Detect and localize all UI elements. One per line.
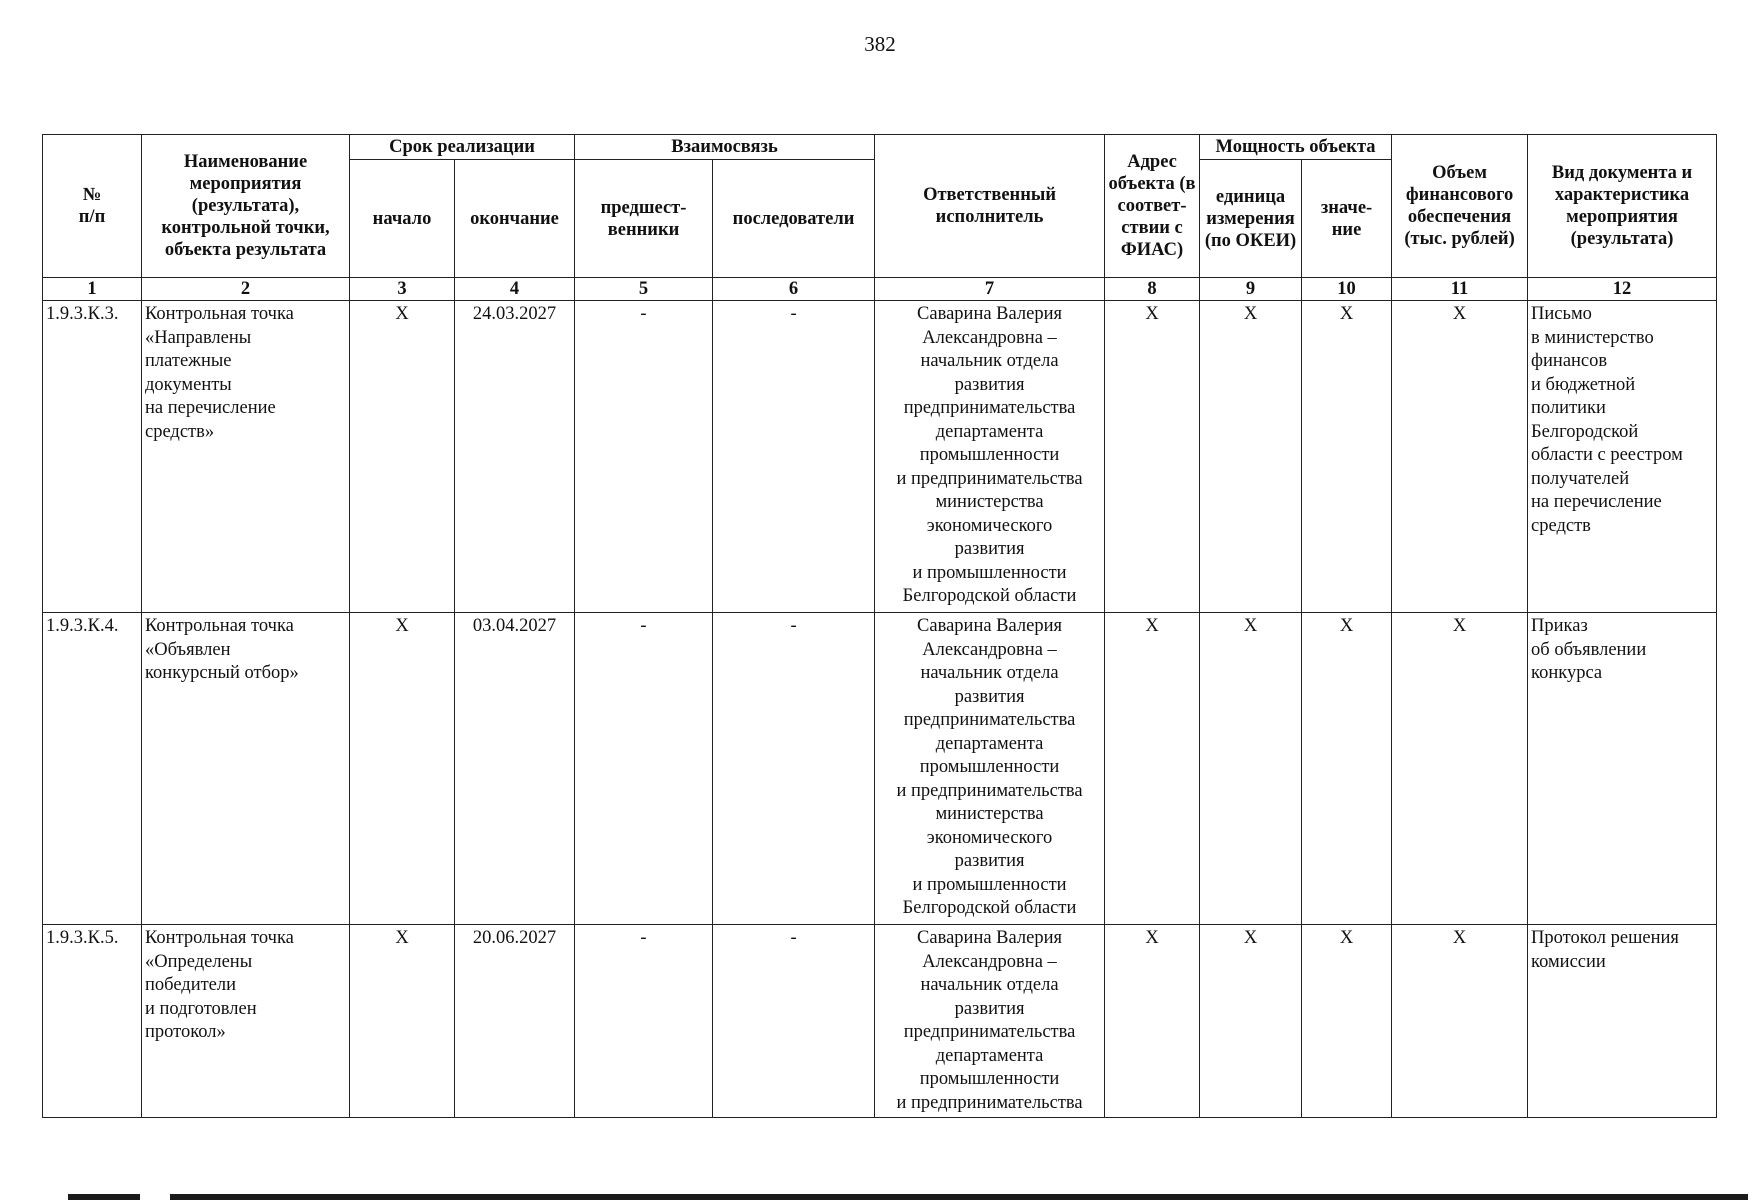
- row-responsible: Саварина Валерия Александровна – начальник отдела развития предпринимательства департамента промышленности и предпринимательства министерства экономического развития и промышленности Белгородской области: [875, 613, 1105, 925]
- row-name: Контрольная точка «Определены победители и подготовлен протокол»: [142, 925, 350, 1118]
- table-row: [43, 301, 1717, 613]
- table-row: [43, 613, 1717, 925]
- row-name: Контрольная точка «Направлены платежные документы на перечисление средств»: [142, 301, 350, 613]
- row-start: X: [350, 925, 455, 1118]
- header-unit: единица измерения (по ОКЕИ): [1200, 160, 1302, 278]
- row-predecessors: -: [575, 925, 713, 1118]
- row-responsible: Саварина Валерия Александровна – начальник отдела развития предпринимательства департамента промышленности и предпринимательства: [875, 925, 1105, 1118]
- header-capacity-group: Мощность объекта: [1200, 135, 1392, 160]
- table-row: [43, 925, 1717, 1118]
- header-term-group: Срок реализации: [350, 135, 575, 160]
- row-end: 20.06.2027: [455, 925, 575, 1118]
- row-end: 03.04.2027: [455, 613, 575, 925]
- header-finance: Объем финансового обеспечения (тыс. рублей): [1392, 135, 1528, 278]
- header-name: Наименование мероприятия (результата), контрольной точки, объекта результата: [142, 135, 350, 278]
- row-responsible: Саварина Валерия Александровна – начальник отдела развития предпринимательства департамента промышленности и предпринимательства министерства экономического развития и промышленности Белгородской области: [875, 301, 1105, 613]
- header-link-group: Взаимосвязь: [575, 135, 875, 160]
- row-finance: X: [1392, 925, 1528, 1118]
- bottom-rule-gap: [140, 1194, 170, 1200]
- row-predecessors: -: [575, 301, 713, 613]
- column-number: 10: [1302, 278, 1392, 301]
- row-address: X: [1105, 613, 1200, 925]
- column-number: 7: [875, 278, 1105, 301]
- row-doc: Протокол решения комиссии: [1528, 925, 1717, 1118]
- activity-plan-table: [42, 134, 1717, 1118]
- row-num: 1.9.3.К.3.: [43, 301, 142, 613]
- column-number: 5: [575, 278, 713, 301]
- row-address: X: [1105, 925, 1200, 1118]
- page-number: 382: [864, 32, 896, 56]
- bottom-rule: [68, 1194, 1748, 1200]
- row-address: X: [1105, 301, 1200, 613]
- row-value: X: [1302, 613, 1392, 925]
- row-successors: -: [713, 925, 875, 1118]
- header-term-start: начало: [350, 160, 455, 278]
- row-finance: X: [1392, 613, 1528, 925]
- row-doc: Приказ об объявлении конкурса: [1528, 613, 1717, 925]
- column-number: 9: [1200, 278, 1302, 301]
- row-unit: X: [1200, 613, 1302, 925]
- header-value: значе- ние: [1302, 160, 1392, 278]
- row-num: 1.9.3.К.5.: [43, 925, 142, 1118]
- row-start: X: [350, 613, 455, 925]
- row-start: X: [350, 301, 455, 613]
- row-unit: X: [1200, 301, 1302, 613]
- header-predecessors: предшест- венники: [575, 160, 713, 278]
- row-successors: -: [713, 301, 875, 613]
- column-number: 6: [713, 278, 875, 301]
- header-term-end: окончание: [455, 160, 575, 278]
- row-successors: -: [713, 613, 875, 925]
- row-value: X: [1302, 301, 1392, 613]
- header-num: № п/п: [43, 135, 142, 278]
- header-successors: последователи: [713, 160, 875, 278]
- header-doc-type: Вид документа и характеристика мероприятия (результата): [1528, 135, 1717, 278]
- row-end: 24.03.2027: [455, 301, 575, 613]
- header-address: Адрес объекта (в соответ- ствии с ФИАС): [1105, 135, 1200, 278]
- column-number: 4: [455, 278, 575, 301]
- column-number: 1: [43, 278, 142, 301]
- column-number: 8: [1105, 278, 1200, 301]
- row-finance: X: [1392, 301, 1528, 613]
- column-number: 12: [1528, 278, 1717, 301]
- row-num: 1.9.3.К.4.: [43, 613, 142, 925]
- row-doc: Письмо в министерство финансов и бюджетной политики Белгородской области с реестром получателей на перечисление средств: [1528, 301, 1717, 613]
- row-name: Контрольная точка «Объявлен конкурсный отбор»: [142, 613, 350, 925]
- column-number: 11: [1392, 278, 1528, 301]
- column-number-row: [43, 278, 1717, 301]
- row-unit: X: [1200, 925, 1302, 1118]
- column-number: 3: [350, 278, 455, 301]
- row-predecessors: -: [575, 613, 713, 925]
- row-value: X: [1302, 925, 1392, 1118]
- header-responsible: Ответственный исполнитель: [875, 135, 1105, 278]
- column-number: 2: [142, 278, 350, 301]
